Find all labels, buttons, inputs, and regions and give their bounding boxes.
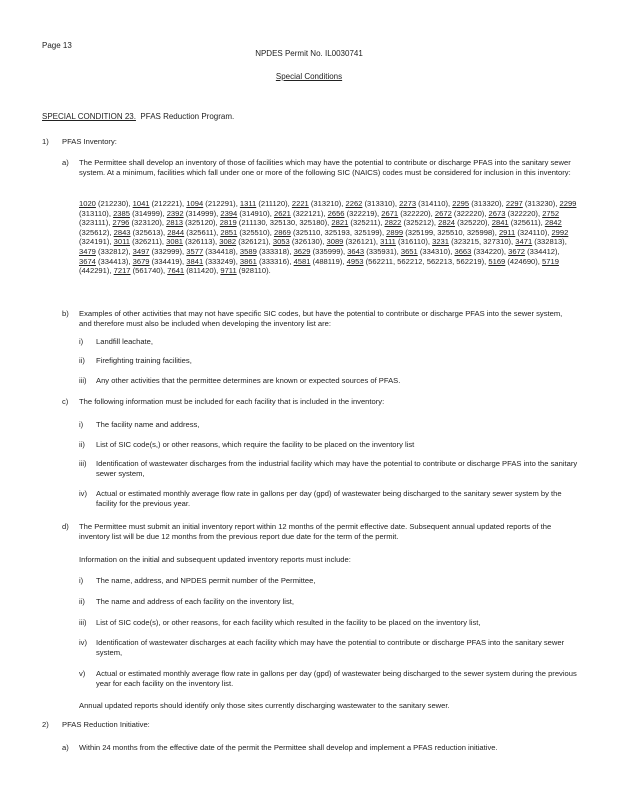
naics-code: (326211),: [129, 237, 167, 247]
naics-code: (326113),: [183, 237, 220, 247]
naics-code: (324191),: [79, 237, 114, 247]
naics-code: (332813),: [532, 237, 567, 247]
sic-code: 3589: [239, 246, 257, 256]
naics-code: (562211, 562212, 562213, 562219),: [363, 256, 489, 266]
naics-code: (325613),: [130, 227, 168, 237]
item1d-text: The Permittee must submit an initial inventory report within 12 months of the permit effective date. Subsequent annual updated reports of the inventory list will be due 12 months from the previous report due date for the term of the permit.: [79, 522, 552, 541]
naics-code: (325120),: [183, 218, 220, 228]
item1a-label: a): [62, 158, 69, 167]
naics-code: (811420),: [184, 266, 221, 276]
naics-code: (211120),: [256, 199, 292, 208]
naics-code: (334412),: [525, 246, 560, 256]
naics-code: (334418),: [203, 246, 240, 256]
naics-code: (333316),: [256, 256, 294, 266]
naics-code: (322121),: [290, 208, 328, 218]
sic-code: 3679: [132, 256, 150, 266]
item1d-label: d): [62, 522, 69, 531]
sic-code: 2299: [559, 199, 577, 208]
naics-code: (313310),: [362, 199, 400, 208]
naics-code: (316110),: [395, 237, 433, 247]
naics-code: (326130),: [289, 237, 327, 247]
sic-code: 7641: [167, 266, 185, 276]
item1b-label: b): [62, 309, 69, 318]
sic-code: 5169: [488, 256, 506, 266]
naics-code: (325212),: [401, 218, 439, 228]
sic-code: 2843: [113, 227, 131, 237]
sic-code: 2796: [112, 218, 130, 228]
sic-code: 3497: [132, 246, 150, 256]
sic-code: 2262: [345, 199, 363, 208]
naics-code: (335999),: [310, 246, 348, 256]
list-numeral: iii): [79, 376, 87, 385]
sic-code: 3841: [186, 256, 204, 266]
list-item: Firefighting training facilities,: [96, 356, 192, 365]
naics-code: (323215, 327310),: [448, 237, 516, 247]
item2-title: PFAS Reduction Initiative:: [62, 720, 150, 729]
naics-code: (324110),: [515, 227, 552, 237]
section-title: Special Conditions: [275, 72, 343, 81]
item2-number: 2): [42, 720, 49, 729]
list-numeral: i): [79, 420, 84, 429]
naics-code: (334413),: [95, 256, 133, 266]
list-numeral: v): [79, 669, 86, 678]
naics-code: (212230),: [95, 199, 133, 208]
naics-code: (314999),: [183, 208, 221, 218]
naics-code: (928110).: [236, 266, 271, 276]
sic-code: 2911: [498, 227, 516, 237]
sic-code: 3053: [272, 237, 290, 247]
sic-code: 3231: [432, 237, 449, 247]
sic-code: 2851: [220, 227, 238, 237]
sic-code: 2869: [273, 227, 291, 237]
naics-code: (333318),: [256, 246, 294, 256]
sic-code: 2992: [551, 227, 569, 237]
item2a-text: Within 24 months from the effective date of the permit the Permittee shall develop and implement a PFAS reduction initiative.: [79, 743, 498, 752]
list-item: Identification of wastewater discharges at each facility which may have the potential to contribute or discharge PFAS into the sanitary sewer system,: [96, 638, 565, 657]
sic-code: 2821: [331, 218, 349, 228]
sic-code: 1311: [239, 199, 257, 208]
sic-code: 2752: [542, 208, 560, 218]
list-item: Any other activities that the permittee determines are known or expected sources of PFAS.: [96, 376, 401, 385]
permit-number: NPDES Permit No. IL0030741: [255, 49, 363, 58]
naics-code: (332999),: [149, 246, 187, 256]
list-numeral: ii): [79, 356, 85, 365]
sic-code: 2672: [434, 208, 452, 218]
naics-code: (326121),: [343, 237, 381, 247]
list-numeral: iv): [79, 638, 88, 647]
naics-code: (314999),: [129, 208, 167, 218]
list-numeral: iii): [79, 459, 87, 468]
naics-code: (326121),: [236, 237, 273, 247]
sic-code: 3081: [166, 237, 184, 247]
sic-code: 3111: [380, 237, 396, 247]
list-numeral: iv): [79, 489, 88, 498]
sic-code: 3643: [347, 246, 365, 256]
item1d-intro: Information on the initial and subsequent updated inventory reports must include:: [79, 555, 351, 564]
naics-code: (488119),: [310, 256, 347, 266]
naics-code: (313210),: [308, 199, 346, 208]
item1c-label: c): [62, 397, 69, 406]
sic-code: 2385: [113, 208, 130, 218]
naics-code: (561740),: [130, 266, 168, 276]
naics-code: (325211),: [348, 218, 385, 228]
naics-code: (322219),: [344, 208, 382, 218]
naics-code: (322220),: [505, 208, 543, 218]
naics-code: (322220),: [398, 208, 435, 218]
sic-code: 3861: [239, 256, 257, 266]
naics-code: (211130, 325130, 325180),: [236, 218, 332, 228]
sic-code: 9711: [220, 266, 237, 276]
list-numeral: ii): [79, 440, 85, 449]
sic-code: 2819: [219, 218, 237, 228]
sic-code: 2813: [166, 218, 184, 228]
item2a-label: a): [62, 743, 69, 752]
sic-code: 3651: [400, 246, 418, 256]
list-numeral: i): [79, 337, 84, 346]
list-item: The facility name and address,: [96, 420, 200, 429]
sic-code: 2297: [505, 199, 523, 208]
sic-code: 2295: [452, 199, 470, 208]
naics-code: (442291),: [79, 266, 114, 276]
sic-code: 3577: [186, 246, 204, 256]
naics-code: (334310),: [417, 246, 455, 256]
sic-code: 2394: [220, 208, 238, 218]
sic-code: 3663: [454, 246, 472, 256]
naics-code: (212221),: [149, 199, 187, 208]
naics-code: (313110),: [79, 208, 114, 218]
list-item: Actual or estimated monthly average flow rate in gallons per day (gpd) of wastewater being discharged to the sewer system during the previous year for each facility on the inventory list.: [96, 669, 577, 688]
sic-code: 2656: [327, 208, 345, 218]
sic-code: 3674: [79, 256, 96, 266]
sic-code-list: [79, 199, 577, 276]
naics-code: (333249),: [203, 256, 240, 266]
sic-code: 3011: [113, 237, 130, 247]
list-item: List of SIC code(s), or other reasons, for each facility which resulted in the facility to be placed on the inventory list,: [96, 618, 481, 627]
sic-code: 4581: [293, 256, 311, 266]
sic-code: 2621: [273, 208, 291, 218]
sic-code: 2671: [381, 208, 399, 218]
sic-code: 2899: [386, 227, 404, 237]
naics-code: (325612),: [79, 227, 114, 237]
sic-code: 2844: [167, 227, 185, 237]
naics-code: (313320),: [469, 199, 506, 208]
sic-code: 4953: [346, 256, 364, 266]
condition-name: PFAS Reduction Program.: [140, 112, 235, 121]
sic-code: 3082: [219, 237, 237, 247]
sic-code: 7217: [113, 266, 131, 276]
sic-code: 1020: [79, 199, 96, 208]
naics-code: (322220),: [451, 208, 489, 218]
naics-code: (313230),: [522, 199, 560, 208]
list-item: The name, address, and NPDES permit number of the Permittee,: [96, 576, 316, 585]
item1b-text: Examples of other activities that may not have specific SIC codes, but have the potential to contribute or discharge PFAS into the sewer system, and therefore must also be included when developing the inventory list are:: [79, 309, 563, 328]
naics-code: (334220),: [471, 246, 509, 256]
naics-code: (325611),: [508, 218, 545, 228]
item1a-text: The Permittee shall develop an inventory of those of facilities which may have the potential to contribute or discharge PFAS into the sanitary sewer system. At a minimum, facilities which fall under one or more of the following SIC (NAICS) codes must be considered for inclusion in this inventory:: [79, 158, 571, 177]
sic-code: 2842: [544, 218, 562, 228]
naics-code: (332812),: [95, 246, 133, 256]
list-numeral: i): [79, 576, 84, 585]
naics-code: (314910),: [237, 208, 274, 218]
naics-code: (212291),: [203, 199, 240, 208]
list-item: Actual or estimated monthly average flow rate in gallons per day (gpd) of wastewater being discharged to the sanitary sewer system by the facility for the previous year.: [96, 489, 562, 508]
naics-code: (325510),: [237, 227, 274, 237]
item1-number: 1): [42, 137, 49, 146]
condition-heading: [42, 112, 234, 121]
sic-code: 3672: [508, 246, 526, 256]
sic-code: 3479: [79, 246, 96, 256]
condition-number: SPECIAL CONDITION 23.: [42, 112, 136, 121]
list-numeral: iii): [79, 618, 87, 627]
naics-code: (335931),: [364, 246, 401, 256]
naics-code: (334419),: [149, 256, 187, 266]
naics-code: (314110),: [416, 199, 453, 208]
naics-code: (325611),: [184, 227, 221, 237]
list-item: Identification of wastewater discharges from the industrial facility which may have the potential to contribute or discharge PFAS into the sanitary sewer system,: [96, 459, 578, 478]
naics-code: (424690),: [505, 256, 543, 266]
sic-code: 2824: [438, 218, 456, 228]
naics-code: (325199, 325510, 325998),: [403, 227, 499, 237]
sic-code: 2841: [491, 218, 509, 228]
sic-code: 1094: [186, 199, 204, 208]
list-item: List of SIC code(s,) or other reasons, which require the facility to be placed on the inventory list: [96, 440, 415, 449]
sic-code: 2822: [384, 218, 402, 228]
sic-code: 2392: [166, 208, 184, 218]
naics-code: (325220),: [455, 218, 492, 228]
list-numeral: ii): [79, 597, 85, 606]
sic-code: 2673: [488, 208, 506, 218]
sic-code: 2273: [399, 199, 417, 208]
item1-title: PFAS Inventory:: [62, 137, 117, 146]
item1d-closing: Annual updated reports should identify only those sites currently discharging wastewater to the sanitary sewer.: [79, 701, 450, 710]
sic-code: 3089: [326, 237, 344, 247]
list-item: Landfill leachate,: [96, 337, 153, 346]
naics-code: (325110, 325193, 325199),: [290, 227, 387, 237]
sic-code: 2221: [291, 199, 309, 208]
sic-code: 3471: [515, 237, 533, 247]
sic-code: 3629: [293, 246, 311, 256]
naics-code: (323111),: [79, 218, 113, 228]
naics-code: (323120),: [129, 218, 167, 228]
sic-code: 1041: [132, 199, 150, 208]
page-number: Page 13: [42, 41, 72, 50]
item1c-text: The following information must be included for each facility that is included in the inventory:: [79, 397, 385, 406]
list-item: The name and address of each facility on the inventory list,: [96, 597, 294, 606]
sic-code: 5719: [542, 256, 559, 266]
